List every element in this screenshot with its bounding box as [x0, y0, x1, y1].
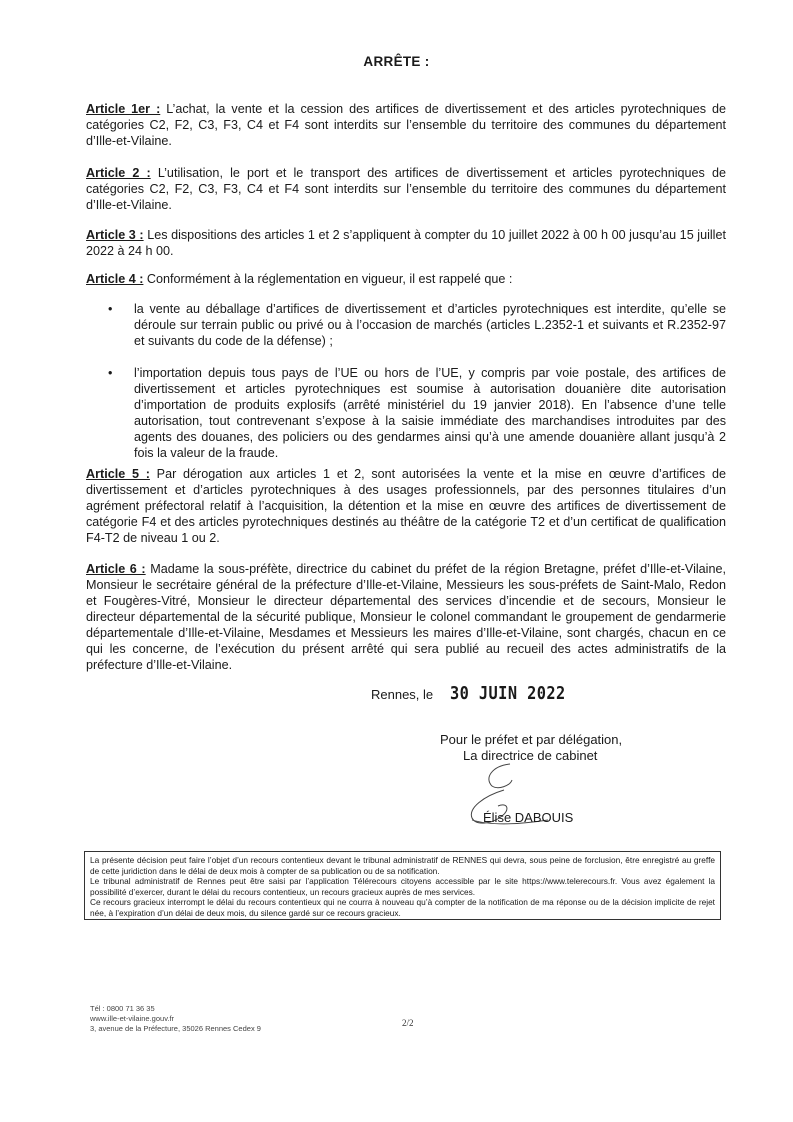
article-4: [86, 271, 726, 287]
article-6-label: Article 6 :: [86, 562, 146, 576]
article-6-text: Madame la sous-préfète, directrice du cabinet du préfet de la région Bretagne, préfet d’Ille-et-Vilaine, Monsieur le secrétaire général de la préfecture d’Ille-et-Vilaine, Messieurs les sous-préfets de Saint-Malo, Redon et Fougères-Vitré, Monsieur le directeur départemental des services d’incendie et de secours, Monsieur le directeur départemental de la sécurité publique, Monsieur le colonel commandant le groupement de gendarmerie départementale d’Ille-et-Vilaine, Mesdames et Messieurs les maires d’Ille-et-Vilaine, sont chargés, chacun en ce qui les concerne, de l’exécution du présent arrêté qui sera publié au recueil des actes administratifs de la préfecture d’Ille-et-Vilaine.: [86, 562, 726, 672]
article-6: [86, 561, 726, 673]
article-3: [86, 227, 726, 259]
article-2-text: L’utilisation, le port et le transport des artifices de divertissement et articles pyrotechniques de catégories C2, F2, C3, F3, C4 et F4 sont interdits sur l’ensemble du territoire des communes du département d’Ille-et-Vilaine.: [86, 166, 726, 212]
article-1: [86, 101, 726, 149]
bullet-text: l’importation depuis tous pays de l’UE ou hors de l’UE, y compris par voie postale, des artifices de divertissement et articles pyrotechniques est soumise à autorisation douanière dite autorisation d’importation de produits explosifs (arrêté ministériel du 19 janvier 2018). En l’absence d’une telle autorisation, tout contrevenant s’expose à la saisie immédiate des marchandises introduites par des agents des douanes, des policiers ou des gendarmes ainsi qu’à une amende douanière allant jusqu’à 2 fois la valeur de la fraude.: [134, 366, 726, 460]
page-number: 2/2: [402, 1018, 414, 1028]
article-4-bullet-list: [86, 301, 726, 477]
footer-address: 3, avenue de la Préfecture, 35026 Rennes Cedex 9: [90, 1024, 261, 1033]
article-4-text: Conformément à la réglementation en vigueur, il est rappelé que :: [143, 272, 513, 286]
footer-contact: [90, 1004, 261, 1034]
article-2-label: Article 2 :: [86, 166, 151, 180]
signature-role: La directrice de cabinet: [463, 748, 598, 763]
footer-website: www.ille-et-vilaine.gouv.fr: [90, 1014, 175, 1023]
date-stamp: 30 JUIN 2022: [450, 683, 566, 704]
signature-delegation: Pour le préfet et par délégation,: [440, 732, 623, 747]
article-1-text: L’achat, la vente et la cession des artifices de divertissement et des articles pyrotechniques de catégories C2, F2, C3, F3, C4 et F4 sont interdits sur l’ensemble du territoire des communes du département d’Ille-et-Vilaine.: [86, 102, 727, 148]
list-item: [86, 365, 726, 461]
bullet-text: la vente au déballage d’artifices de divertissement et d’articles pyrotechniques est interdite, qu’elle se déroule sur terrain public ou privé ou à l’occasion de marchés (articles L.2352-1 et suivants et R.2352-97 et suivants du code de la défense) ;: [134, 302, 726, 348]
appeal-notice-box: [84, 851, 721, 920]
article-5-label: Article 5 :: [86, 467, 150, 481]
list-item: [86, 301, 726, 349]
bullet-icon: •: [108, 366, 113, 380]
bullet-icon: •: [108, 302, 113, 316]
article-5-text: Par dérogation aux articles 1 et 2, sont autorisées la vente et la mise en œuvre d’artifices de divertissement et d’articles pyrotechniques à des usages professionnels, par des personnes titulaires d’un agrément préfectoral relatif à l’acquisition, la détention et la mise en œuvre des artifices de divertissement de catégorie F4 et des articles pyrotechniques destinés au théâtre de la catégorie T2 et d’un certificat de qualification F4-T2 de niveau 1 ou 2.: [86, 467, 726, 545]
notice-paragraph: Ce recours gracieux interrompt le délai du recours contentieux qui ne courra à nouveau qu’à compter de la notification de ma réponse ou de la décision implicite de rejet née, à l’expiration d’un délai de deux mois, du silence gardé sur ce recours gracieux.: [90, 897, 715, 918]
notice-paragraph: La présente décision peut faire l’objet d’un recours contentieux devant le tribunal administratif de RENNES qui devra, sous peine de forclusion, être enregistré au greffe de cette juridiction dans le délai de deux mois à compter de sa publication ou de sa notification.: [90, 855, 715, 876]
article-5: [86, 466, 726, 546]
notice-paragraph: Le tribunal administratif de Rennes peut être saisi par l’application Télérecours citoyens accessible par le site https://www.telerecours.fr. Vous avez également la possibilité d’exercer, durant le délai du recours contentieux, un recours gracieux auprès de mes services.: [90, 876, 715, 897]
article-3-text: Les dispositions des articles 1 et 2 s’appliquent à compter du 10 juillet 2022 à 00 h 00 jusqu’au 15 juillet 2022 à 24 h 00.: [86, 228, 726, 258]
article-4-label: Article 4 :: [86, 272, 144, 286]
footer-phone: Tél : 0800 71 36 35: [90, 1004, 155, 1013]
document-title: ARRÊTE :: [363, 54, 430, 69]
article-2: [86, 165, 726, 213]
article-1-label: Article 1er :: [86, 102, 161, 116]
signatory-name: Élise DABOUIS: [483, 810, 574, 825]
signature-place: Rennes, le: [371, 687, 434, 702]
article-3-label: Article 3 :: [86, 228, 144, 242]
